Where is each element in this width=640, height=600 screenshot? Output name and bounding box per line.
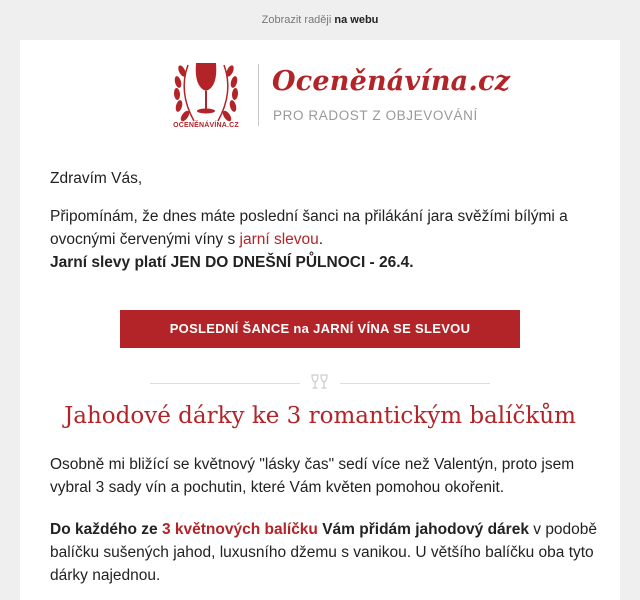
view-in-browser-text: Zobrazit raději <box>261 14 332 26</box>
may-bundles-link[interactable]: 3 květnových balíčku <box>161 521 318 538</box>
header-divider <box>258 64 259 126</box>
brand-tagline: PRO RADOST Z OBJEVOVÁNÍ <box>273 108 478 123</box>
divider-line-right <box>340 383 490 384</box>
deadline-text: Jarní slevy platí JEN DO DNEŠNÍ PŮLNOCI - 26.4. <box>50 254 414 271</box>
gift-text-rest: v podobě balíčku sušených jahod, luxusního džemu s vanikou. U většího balíčku oba tyto dárky najednou. <box>50 521 598 584</box>
divider-line-left <box>150 383 300 384</box>
intro-text: Připomínám, že dnes máte poslední šanci na přilákání jara svěžími bílými a ovocnými červenými víny s <box>50 208 568 248</box>
logo-caption: OCENĚNÁVÍNA.CZ <box>173 122 239 129</box>
greeting: Zdravím Vás, <box>50 170 143 187</box>
intro-end: . <box>318 231 324 248</box>
view-in-browser-link[interactable]: na webu <box>334 14 379 26</box>
email-header <box>20 40 620 140</box>
brand-name[interactable]: Oceněnávína.cz <box>272 66 511 97</box>
gift-text-bold-start: Do každého ze <box>50 521 162 538</box>
bundle-paragraph: Osobně mi bližící se květnový "lásky čas" sedí více než Valentýn, proto jsem vybral 3 sady vín a pochutin, které Vám květen pomohou okořenit. <box>50 456 575 496</box>
section-title: Jahodové dárky ke 3 romantickým balíčkům <box>64 403 576 429</box>
gift-text-bold-end: Vám přidám jahodový dárek <box>317 521 529 538</box>
email-card <box>20 40 620 600</box>
spring-discount-link[interactable]: jarní slevou <box>239 231 319 248</box>
last-chance-button[interactable]: POSLEDNÍ ŠANCE na JARNÍ VÍNA SE SLEVOU <box>120 310 520 348</box>
gift-paragraph <box>50 518 600 587</box>
section-divider <box>150 372 490 392</box>
intro-paragraph <box>50 205 600 251</box>
wine-glasses-icon <box>308 372 332 392</box>
view-in-browser-bar <box>0 0 640 40</box>
